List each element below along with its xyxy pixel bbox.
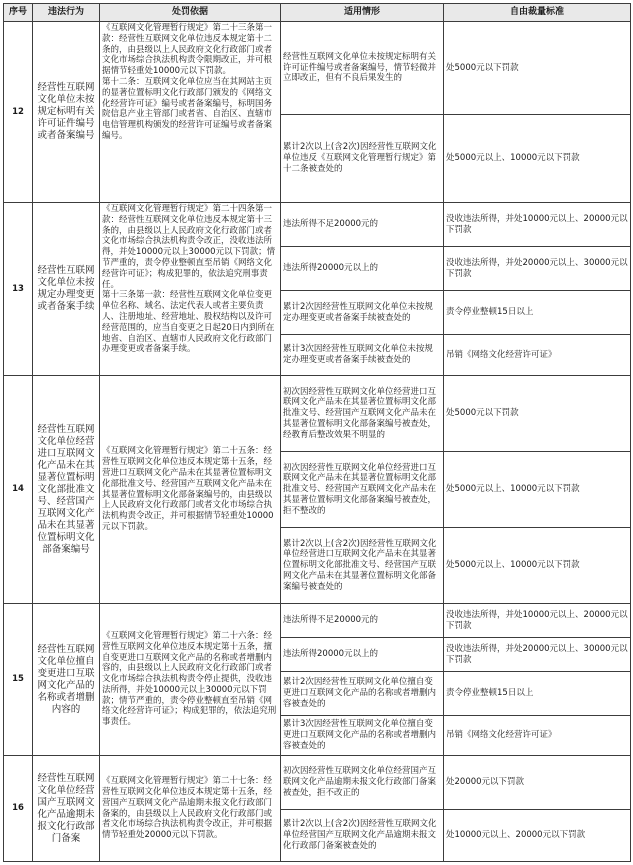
- row-std: 没收违法所得，并处20000元以上、30000元以下罚款: [444, 247, 631, 291]
- basis-paragraph: 《互联网文化管理暂行规定》第二十四条第一款：经营性互联网文化单位违反本规定第十三条的，由县级以上人民政府文化行政部门或者文化市场综合执法机构责令改正，没收违法所得，并处10000元以上30000元以下罚款；情节严重的，责令停业整顿直至吊销《网络文化经营许可证》；构成犯罪的，依法追究刑事责任。: [102, 204, 276, 290]
- row-act: 经营性互联网文化单位擅自变更进口互联网文化产品的名称或者增删内容的: [33, 604, 100, 756]
- row-cond: 累计3次因经营性互联网文化单位擅自变更进口互联网文化产品的名称或者增删内容被查处的: [281, 716, 444, 756]
- table-row: [4, 22, 631, 115]
- row-std: 没收违法所得，并处10000元以上、20000元以下罚款: [444, 203, 631, 247]
- row-std: 责令停业整顿15日以上: [444, 291, 631, 335]
- row-std: 处20000元以下罚款: [444, 756, 631, 810]
- table-row: [4, 376, 631, 452]
- row-cond: 违法所得20000元以上的: [281, 247, 444, 291]
- row-act: 经营性互联网文化单位经营进口互联网文化产品未在其显著位置标明文化部批准文号、经营国产互联网文化产品未在其显著位置标明文化部备案编号: [33, 376, 100, 604]
- row-cond: 违法所得20000元以上的: [281, 638, 444, 672]
- header-act: 违法行为: [33, 4, 100, 22]
- row-std: 吊销《网络文化经营许可证》: [444, 716, 631, 756]
- row-cond: 累计2次因经营性互联网文化单位未按规定办理变更或者备案手续被查处的: [281, 291, 444, 335]
- table-row: [4, 203, 631, 247]
- row-basis: 《互联网文化管理暂行规定》第二十五条：经营性互联网文化单位违反本规定第十五条，经营进口互联网文化产品未在其显著位置标明文化部批准文号、经营国产互联网文化产品未在其显著位置标明文化部备案编号的，由县级以上人民政府文化行政部门或者文化市场综合执法机构责令改正，并可根据情节轻重处10000元以下罚款。: [100, 376, 281, 604]
- row-std: 责令停业整顿15日以上: [444, 672, 631, 716]
- row-seq: 12: [4, 22, 33, 203]
- row-std: 没收违法所得，并处20000元以上、30000元以下罚款: [444, 638, 631, 672]
- row-cond: 初次因经营性互联网文化单位经营进口互联网文化产品未在其显著位置标明文化部批准文号、经营国产互联网文化产品未在其显著位置标明文化部备案编号被查处，拒不整改的: [281, 452, 444, 528]
- row-cond: 初次因经营性互联网文化单位经营国产互联网文化产品逾期未报文化行政部门备案被查处，拒不改正的: [281, 756, 444, 810]
- basis-paragraph: 《互联网文化管理暂行规定》第二十三条第一款：经营性互联网文化单位违反本规定第十二条的，由县级以上人民政府文化行政部门或者文化市场综合执法机构责令限期改正，并可根据情节轻重处10000元以下罚款。: [102, 23, 273, 77]
- row-cond: 违法所得不足20000元的: [281, 604, 444, 638]
- row-act: 经营性互联网文化单位未按规定办理变更或者备案手续: [33, 203, 100, 376]
- header-seq: 序号: [4, 4, 33, 22]
- header-cond: 适用情形: [281, 4, 444, 22]
- row-cond: 累计3次因经营性互联网文化单位未按规定办理变更或者备案手续被查处的: [281, 335, 444, 376]
- row-std: 吊销《网络文化经营许可证》: [444, 335, 631, 376]
- table-header-row: [4, 4, 631, 22]
- row-std: 没收违法所得，并处10000元以上、20000元以下罚款: [444, 604, 631, 638]
- row-std: 处5000元以下罚款: [444, 22, 631, 115]
- row-seq: 13: [4, 203, 33, 376]
- row-act: 经营性互联网文化单位未按规定标明有关许可证件编号或者备案编号: [33, 22, 100, 203]
- row-cond: 累计2次因经营性互联网文化单位擅自变更进口互联网文化产品的名称或者增删内容被查处的: [281, 672, 444, 716]
- row-cond: 违法所得不足20000元的: [281, 203, 444, 247]
- table-row: [4, 756, 631, 810]
- row-basis: 《互联网文化管理暂行规定》第二十六条：经营性互联网文化单位违反本规定第十五条，擅自变更进口互联网文化产品的名称或者增删内容的，由县级以上人民政府文化行政部门或者文化市场综合执法机构责令停止提供，没收违法所得，并处10000元以上30000元以下罚款；情节严重的，责令停业整顿直至吊销《网络文化经营许可证》；构成犯罪的，依法追究刑事责任。: [100, 604, 281, 756]
- row-std: 处5000元以上、10000元以下罚款: [444, 452, 631, 528]
- row-std: 处5000元以上、10000元以下罚款: [444, 528, 631, 604]
- row-seq: 15: [4, 604, 33, 756]
- header-std: 自由裁量标准: [444, 4, 631, 22]
- row-cond: 累计2次以上(含2次)因经营性互联网文化单位经营国产互联网文化产品逾期未报文化行政部门备案被查处的: [281, 810, 444, 862]
- basis-paragraph: 第十二条：互联网文化单位应当在其网站主页的显著位置标明文化行政部门颁发的《网络文化经营许可证》编号或者备案编号，标明国务院信息产业主管部门或者省、自治区、直辖市电信管理机构颁发的经营许可证编号或者备案编号。: [102, 76, 273, 141]
- row-basis: [100, 203, 281, 376]
- header-basis: 处罚依据: [100, 4, 281, 22]
- row-basis: [100, 22, 281, 203]
- row-std: 处5000元以上、10000元以下罚款: [444, 115, 631, 203]
- penalty-discretion-table: [3, 3, 631, 862]
- table-row: [4, 604, 631, 638]
- row-cond: 初次因经营性互联网文化单位经营进口互联网文化产品未在其显著位置标明文化部批准文号、经营国产互联网文化产品未在其显著位置标明文化部备案编号被查处，经教育后整改效果不明显的: [281, 376, 444, 452]
- row-seq: 16: [4, 756, 33, 862]
- row-seq: 14: [4, 376, 33, 604]
- row-std: 处10000元以上、20000元以下罚款: [444, 810, 631, 862]
- row-cond: 累计2次以上(含2次)因经营性互联网文化单位违反《互联网文化管理暂行规定》第十二条被查处的: [281, 115, 444, 203]
- row-cond: 经营性互联网文化单位未按规定标明有关许可证件编号或者备案编号，情节轻微并立即改正，但有不良后果发生的: [281, 22, 444, 115]
- row-std: 处5000元以下罚款: [444, 376, 631, 452]
- row-act: 经营性互联网文化单位经营国产互联网文化产品逾期未报文化行政部门备案: [33, 756, 100, 862]
- row-basis: 《互联网文化管理暂行规定》第二十七条：经营性互联网文化单位违反本规定第十五条，经营国产互联网文化产品逾期未报文化行政部门备案的，由县级以上人民政府文化行政部门或者文化市场综合执法机构责令改正，并可根据情节轻重处20000元以下罚款。: [100, 756, 281, 862]
- row-cond: 累计2次以上(含2次)因经营性互联网文化单位经营进口互联网文化产品未在其显著位置标明文化部批准文号、经营国产互联网文化产品未在其显著位置标明文化部备案编号被查处的: [281, 528, 444, 604]
- basis-paragraph: 第十三条第一款：经营性互联网文化单位变更单位名称、域名、法定代表人或者主要负责人、注册地址、经营地址、股权结构以及许可经营范围的，应当自变更之日起20日内到所在地省、自治区、直辖市人民政府文化行政部门办理变更或者备案手续。: [102, 290, 275, 355]
